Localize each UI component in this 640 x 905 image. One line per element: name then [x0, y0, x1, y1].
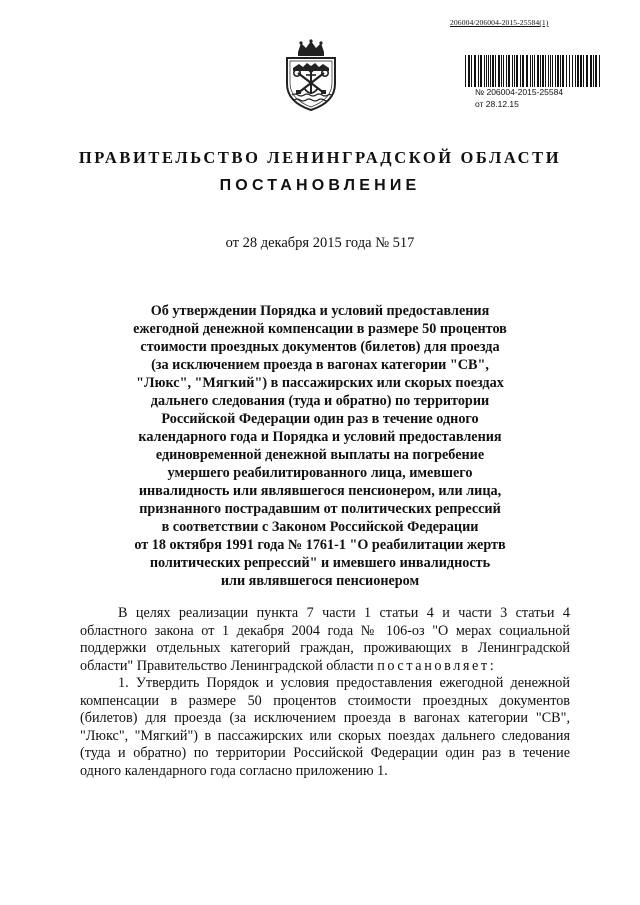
title-line: календарного года и Порядка и условий предоставления — [138, 429, 502, 445]
title-line: умершего реабилитированного лица, имевшего — [167, 465, 473, 481]
document-date-number: от 28 декабря 2015 года № 517 — [225, 235, 415, 251]
tracking-code: 206004/206004-2015-25584(1) — [450, 18, 549, 27]
title-line: в соответствии с Законом Российской Федерации — [161, 519, 479, 535]
barcode-icon — [465, 55, 602, 87]
title-line: политических репрессий" и имевшего инвалидность — [149, 555, 491, 571]
item-1-paragraph: 1. Утвердить Порядок и условия предоставления ежегодной денежной компенсации в размере 50 процентов стоимости проездных документов (билетов) для проезда (за исключением проезда в вагонах категории "СВ", "Люкс", "Мягкий") в пассажирских или скорых поездах дальнего следования (туда и обратно) по территории Российской Федерации один раз в течение одного календарного года согласно приложению 1. — [80, 675, 570, 779]
title-line: от 18 октября 1991 года № 1761-1 "О реабилитации жертв — [134, 537, 506, 553]
preamble-text: В целях реализации пункта 7 части 1 статьи 4 и части 3 статьи 4 областного закона от 1 декабря 2004 года № 106-оз "О мерах социальной поддержки отдельных категорий граждан, проживающих в Ленинградской области" Правительство Ленинградской области — [80, 605, 570, 674]
government-name: ПРАВИТЕЛЬСТВО ЛЕНИНГРАДСКОЙ ОБЛАСТИ — [78, 148, 562, 167]
registration-number: № 206004-2015-25584 — [475, 87, 564, 97]
preamble-paragraph — [80, 605, 570, 675]
document-body — [80, 605, 570, 780]
title-line: признанного пострадавшим от политических репрессий — [139, 501, 501, 517]
title-line: или являвшегося пенсионером — [220, 573, 420, 589]
title-line: инвалидность или являвшегося пенсионером, или лица, — [138, 483, 502, 499]
document-title — [95, 302, 545, 590]
title-line: единовременной денежной выплаты на погребение — [155, 447, 485, 463]
title-line: Российской Федерации один раз в течение одного — [161, 411, 479, 427]
document-type: ПОСТАНОВЛЕНИЕ — [219, 177, 421, 194]
title-line: Об утверждении Порядка и условий предоставления — [150, 303, 490, 319]
title-line: "Люкс", "Мягкий") в пассажирских или скорых поездах — [136, 375, 504, 391]
title-line: ежегодной денежной компенсации в размере 50 процентов — [133, 321, 507, 337]
title-line: стоимости проездных документов (билетов) для проезда — [140, 339, 500, 355]
title-line: дальнего следования (туда и обратно) по территории — [150, 393, 490, 409]
registration-date: от 28.12.15 — [475, 99, 519, 109]
coat-of-arms-icon — [281, 38, 341, 112]
decree-word: постановляет: — [377, 657, 497, 674]
title-line: (за исключением проезда в вагонах категории "СВ", — [151, 357, 489, 373]
